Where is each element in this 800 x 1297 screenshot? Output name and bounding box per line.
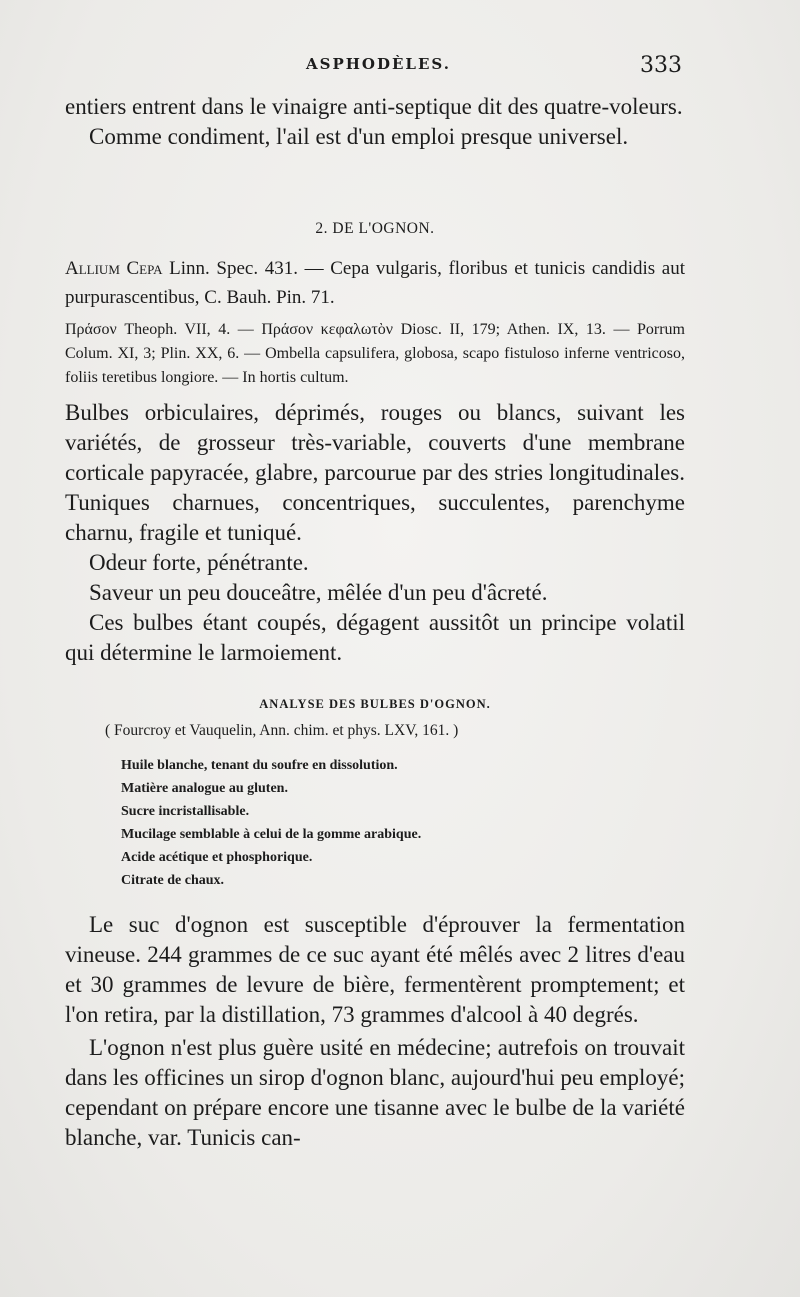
intro-paragraph: Comme condiment, l'ail est d'un emploi presque universel.	[89, 124, 629, 149]
species-name: Allium Cepa	[65, 258, 163, 279]
running-title: ASPHODÈLES.	[306, 55, 451, 73]
page-number: 333	[640, 53, 682, 78]
description-paragraph: Bulbes orbiculaires, déprimés, rouges ou blancs, suivant les variétés, de grosseur très-variable, couverts d'une membrane corticale papyracée, glabre, parcourue par des stries longitudinales. Tuniques charnues, concentriques, succulentes, parenchyme charnu, fragile et tuniqué.	[65, 400, 685, 545]
analysis-item: Citrate de chaux.	[121, 873, 225, 888]
analysis-reference: ( Fourcroy et Vauquelin, Ann. chim. et phys. LXV, 161. )	[105, 722, 459, 739]
species-entry	[65, 254, 685, 312]
analysis-item: Matière analogue au gluten.	[121, 781, 288, 796]
analysis-item: Huile blanche, tenant du soufre en dissolution.	[121, 758, 398, 773]
synonyms-paragraph: Πράσον Theoph. VII, 4. — Πράσον κεφαλωτὸν Diosc. II, 179; Athen. IX, 13. — Porrum Colum. XI, 3; Plin. XX, 6. — Ombella capsulifera, globosa, scapo fistuloso inferne ventricoso, foliis teretibus longiore. — In hortis cultum.	[65, 321, 685, 386]
description-paragraph: Ces bulbes étant coupés, dégagent aussitôt un principe volatil qui détermine le larmoiement.	[65, 610, 685, 665]
analysis-item: Mucilage semblable à celui de la gomme arabique.	[121, 827, 422, 842]
intro-block	[65, 92, 685, 152]
description-block	[65, 398, 685, 668]
analysis-list	[121, 754, 681, 892]
section-heading: 2. DE L'OGNON.	[315, 220, 435, 237]
analysis-item: Sucre incristallisable.	[121, 804, 250, 819]
closing-block	[65, 910, 685, 1153]
species-citation: Linn. Spec. 431. — Cepa vulgaris, floribus et tunicis candidis aut purpurascentibus, C. Bauh. Pin. 71.	[65, 258, 685, 308]
odeur-line: Odeur forte, pénétrante.	[89, 550, 309, 575]
closing-paragraph: L'ognon n'est plus guère usité en médecine; autrefois on trouvait dans les officines un sirop d'ognon blanc, aujourd'hui peu employé; cependant on prépare encore une tisanne avec le bulbe de la variété blanche, var. Tunicis can-	[65, 1035, 685, 1150]
intro-paragraph: entiers entrent dans le vinaigre anti-septique dit des quatre-voleurs.	[65, 94, 683, 119]
analysis-item: Acide acétique et phosphorique.	[121, 850, 313, 865]
closing-paragraph: Le suc d'ognon est susceptible d'éprouver la fermentation vineuse. 244 grammes de ce suc ayant été mêlés avec 2 litres d'eau et 30 grammes de levure de bière, fermentèrent promptement; et l'on retira, par la distillation, 73 grammes d'alcool à 40 degrés.	[65, 912, 685, 1027]
running-head	[0, 55, 800, 85]
saveur-line: Saveur un peu douceâtre, mêlée d'un peu d'âcreté.	[89, 580, 548, 605]
analysis-title: ANALYSE DES BULBES D'OGNON.	[259, 697, 491, 711]
